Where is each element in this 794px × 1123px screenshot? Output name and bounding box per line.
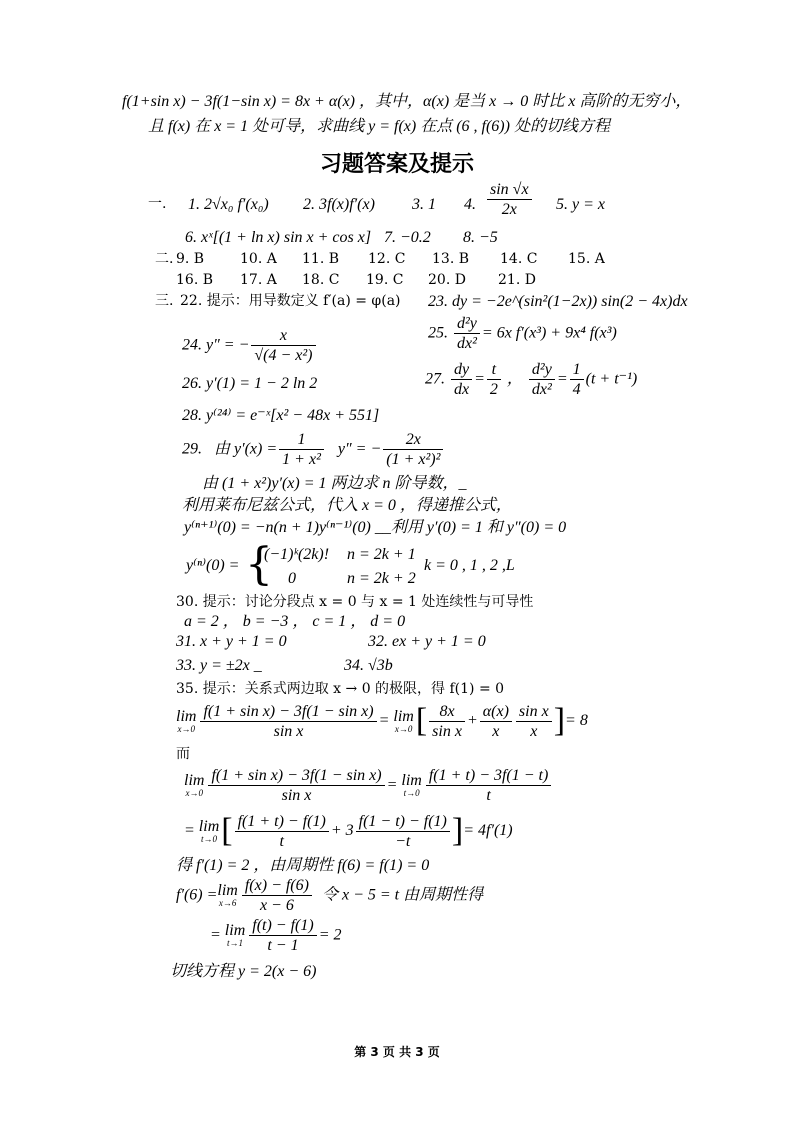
problem-line-2: 且 f(x) 在 x = 1 处可导，求曲线 y = f(x) 在点 (6 , f(6)) 处的切线方程 (148, 118, 610, 135)
choice-21: 21. D (498, 272, 536, 288)
a29-line3: 利用莱布尼兹公式，代入 x = 0 ，得递推公式， (182, 497, 512, 514)
limit-line-4 (176, 876, 483, 915)
answer-6: 6. xˣ[(1 + ln x) sin x + cos x] (185, 229, 372, 246)
l1-b-num: α(x) (480, 702, 512, 722)
answer-7: 7. −0.2 (384, 229, 431, 246)
derivative-result: 得 f′(1) = 2 ，由周期性 f(6) = f(1) = 0 (176, 857, 430, 874)
lim-4: lim (401, 772, 422, 790)
l4-tail: 令 x − 5 = t 由周期性得 (321, 886, 484, 904)
a24-lhs: y″ = − (206, 336, 250, 354)
sec1-label: 一. (148, 196, 167, 212)
left-brace: { (245, 539, 273, 590)
lim-3: lim (184, 772, 205, 790)
choice-13: 13. B (432, 251, 470, 267)
answer-23: 23. dy = −2e^(sin²(1−2x)) sin(2 − 4x)dx (428, 293, 688, 310)
l2r-num: f(1 + t) − 3f(1 − t) (426, 766, 551, 786)
lim-2: lim (393, 707, 414, 725)
tangent-equation: 切线方程 y = 2(x − 6) (170, 963, 317, 980)
lim-4-sub: t→0 (403, 788, 420, 799)
a4-den: 2x (501, 201, 517, 219)
a29-case1-cond: n = 2k + 1 (347, 546, 416, 563)
l1-num: f(1 + sin x) − 3f(1 − sin x) (200, 702, 376, 722)
lim-7: lim (224, 922, 246, 940)
a29-line2: 由 (1 + x²)y′(x) = 1 两边求 n 阶导数，_ (202, 475, 467, 492)
lim-6: lim (217, 882, 238, 900)
limit-line-5: = lim t→1 $\frac{f(t) - f(1)}{t - 1}$ = 2 (210, 917, 342, 955)
answer-4 (485, 180, 534, 219)
page-footer: 第 3 页 共 3 页 (354, 1045, 440, 1059)
choice-15: 15. A (568, 251, 605, 267)
lim-1: lim (176, 707, 197, 725)
a29-case-lhs: y⁽ⁿ⁾(0) = (186, 557, 240, 574)
limit-line-2: lim x→0 $\frac{\text{f(1 + sin x) − 3f(1 − sin x)}}{\text{sin x}}$ = lim t→0 $\frac{f(1 + t) - 3f(1 - t)}{t}$ (184, 766, 553, 805)
answer-35-hint: 35. 提示：关系式两边取 x → 0 的极限，得 f(1) = 0 (176, 681, 505, 697)
a4-num: sin √x (487, 180, 532, 200)
lim-3-sub: x→0 (185, 788, 203, 799)
lim-7-sub: t→1 (227, 938, 244, 949)
l3-b-den: −t (395, 832, 411, 850)
answer-4-label: 4. (464, 196, 476, 213)
l3-a-den: t (279, 832, 284, 850)
problem-line-1: f(1+sin x) − 3f(1−sin x) = 8x + α(x) ，其中，α(x) 是当 x → 0 时比 x 高阶的无穷小， (122, 93, 692, 110)
a29-d1: 1 + x² (282, 451, 321, 469)
choice-19: 19. C (366, 272, 404, 288)
a25-den: dx² (457, 335, 477, 353)
answer-1: 1. 2√x₀ f′(x₀) (188, 196, 269, 213)
l4-num: f(x) − f(6) (242, 876, 312, 896)
a27-n4: 1 (570, 360, 584, 380)
l5-den: t − 1 (267, 937, 299, 955)
answer-28: 28. y⁽²⁴⁾ = e⁻ˣ[x² − 48x + 551] (182, 407, 380, 424)
l1-a-num: 8x (429, 702, 465, 722)
choice-10: 10. A (240, 251, 277, 267)
a29-n1: 1 (279, 430, 324, 450)
answer-5: 5. y = x (556, 196, 605, 213)
choice-18: 18. C (302, 272, 340, 288)
answer-30-values: a = 2 ， b = −3 ， c = 1 ， d = 0 (184, 613, 406, 630)
a29-mid: y″ = − (337, 440, 382, 458)
choice-12: 12. C (368, 251, 406, 267)
limit-line-1: lim x→0 $\frac{\text{f(1 + sin x) − 3f(1 − sin x)}}{\text{sin x}}$ = lim x→0 [ $\frac{8x}{\text{sin x}}$ + $\frac{\alpha(x)}{x}$ $\frac{\text{sin x}}{x}$ ]= 8 (176, 702, 588, 740)
choice-17: 17. A (240, 272, 277, 288)
a27-label: 27. (425, 370, 445, 388)
l4-lhs: f′(6) = (176, 886, 218, 904)
l1-den: sin x (273, 722, 304, 740)
lim-5-sub: t→0 (201, 833, 218, 844)
l3-rhs: = 4f′(1) (463, 821, 513, 839)
page-title: 习题答案及提示 (319, 152, 474, 177)
sec2-label: 二. (155, 251, 174, 267)
a27-d2: 2 (489, 381, 498, 399)
answer-2: 2. 3f(x)f′(x) (303, 196, 375, 213)
choice-20: 20. D (428, 272, 466, 288)
a27-d1: dx (454, 381, 470, 399)
a24-num: x (251, 326, 315, 346)
er-label: 而 (176, 746, 190, 762)
lim-1-sub: x→0 (177, 723, 195, 734)
sec3-label: 三. (155, 293, 174, 309)
l2-num: f(1 + sin x) − 3f(1 − sin x) (208, 766, 384, 786)
l2-den: sin x (281, 787, 312, 805)
l3-a-num: f(1 + t) − f(1) (235, 812, 329, 832)
answer-27: 27. $\frac{dy}{dx}$ = $\frac{t}{2}$ ， $\frac{\text{d²y}}{\text{dx²}}$ = $\frac{1}{4}$ (t + t⁻¹) (425, 361, 638, 399)
a27-tail: (t + t⁻¹) (585, 370, 638, 388)
l5-num: f(t) − f(1) (249, 916, 316, 936)
l3-b-num: f(1 − t) − f(1) (356, 812, 450, 832)
a29-pre: 由 y′(x) = (214, 440, 278, 458)
answer-33: 33. y = ±2x _ (176, 657, 262, 674)
answer-31: 31. x + y + 1 = 0 (176, 633, 287, 650)
answer-25 (428, 314, 617, 353)
l1-c-num: sin x (516, 702, 552, 722)
a29-case2: 0 (288, 570, 296, 587)
a27-d3: dx² (531, 381, 552, 399)
a27-n3: d²y (529, 360, 555, 380)
lim-2-sub: x→0 (394, 723, 413, 734)
a29-case2-cond: n = 2k + 2 (347, 570, 416, 587)
a24-den: √(4 − x²) (254, 347, 313, 365)
l2r-den: t (486, 787, 491, 805)
choice-14: 14. C (500, 251, 538, 267)
a29-d2: (1 + x²)² (386, 451, 441, 469)
choice-9: 9. B (176, 251, 205, 267)
a29-label: 29. (182, 440, 202, 458)
limit-line-3: = lim t→0 [ $\frac{f(1 + t) - f(1)}{t}$ + 3 $\frac{f(1 - t) - f(1)}{-t}$ ]= 4f′(1) (184, 812, 513, 850)
l5-rhs: = 2 (318, 926, 342, 944)
l1-rhs: = 8 (565, 711, 588, 729)
lim-6-sub: x→6 (218, 898, 237, 909)
answer-34: 34. √3b (344, 657, 393, 674)
answer-30: 30. 提示：讨论分段点 x = 0 与 x = 1 处连续性与可导性 (176, 594, 534, 610)
answer-8: 8. −5 (463, 229, 498, 246)
a29-case1: (−1)ᵏ(2k)! (264, 546, 330, 563)
answer-22: 22. 提示：用导数定义 f′(a) = φ(a) (180, 293, 401, 309)
a29-line4: y⁽ⁿ⁺¹⁾(0) = −n(n + 1)y⁽ⁿ⁻¹⁾(0) __利用 y′(0) = 1 和 y″(0) = 0 (184, 519, 567, 536)
a29-k-range: k = 0 , 1 , 2 ,L (424, 557, 515, 574)
answer-24 (182, 326, 318, 365)
a25-rhs: = 6x f′(x³) + 9x⁴ f(x³) (481, 324, 617, 342)
answer-29 (182, 430, 445, 469)
choice-16: 16. B (176, 272, 214, 288)
l1-a-den: sin x (432, 722, 462, 740)
answer-3: 3. 1 (412, 196, 436, 213)
a29-n2: 2x (383, 430, 443, 450)
a24-label: 24. (182, 336, 202, 354)
answer-26: 26. y′(1) = 1 − 2 ln 2 (182, 375, 318, 392)
a27-d4: 4 (572, 381, 581, 399)
lim-5: lim (198, 817, 220, 835)
l4-den: x − 6 (259, 897, 294, 915)
a27-n1: dy (451, 360, 472, 380)
l1-c-den: x (530, 722, 538, 740)
a27-n2: t (487, 360, 501, 380)
a25-num: d²y (454, 314, 480, 334)
choice-11: 11. B (302, 251, 340, 267)
l1-b-den: x (492, 722, 500, 740)
a25-label: 25. (428, 324, 448, 342)
answer-32: 32. ex + y + 1 = 0 (368, 633, 486, 650)
